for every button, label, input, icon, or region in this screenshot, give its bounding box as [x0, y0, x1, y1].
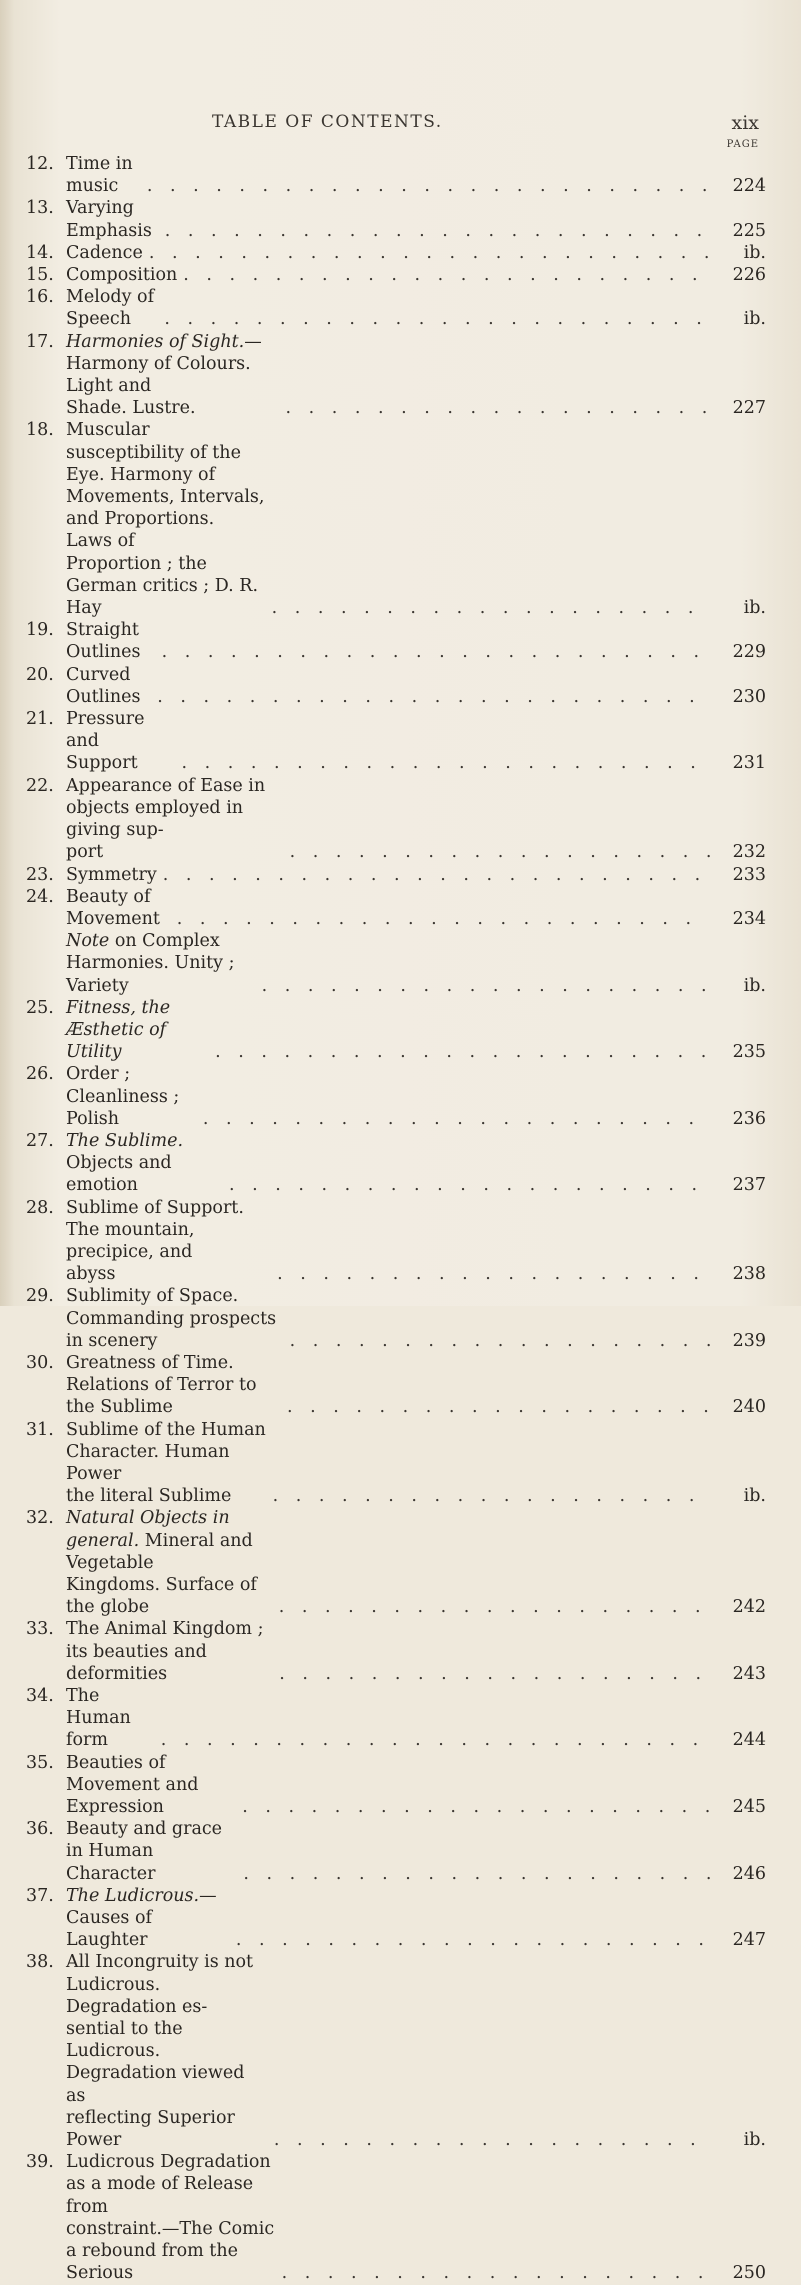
entry-page-number: 235 [732, 1042, 766, 1063]
entry-title-line: the literal Sublime [66, 1486, 232, 1507]
entry-page-number: 243 [732, 1663, 766, 1684]
entry-number: 20. [26, 664, 54, 685]
entry-number: 16. [26, 287, 54, 308]
toc-entry [26, 2151, 766, 2284]
entry-number: 15. [26, 265, 54, 286]
entry-title-line: Order ; Cleanliness ; Polish [66, 1064, 180, 1129]
toc-entry [26, 1818, 766, 1885]
dot-leader [223, 1174, 710, 1196]
table-of-contents [26, 153, 766, 2285]
dot-leader [155, 1729, 710, 1751]
entry-number: 12. [26, 154, 54, 174]
toc-entry [26, 286, 766, 330]
dot-leader [209, 1041, 710, 1063]
entry-page-number: 229 [732, 642, 766, 663]
entry-title-line: Objects and emotion [66, 1153, 172, 1196]
entry-page-number: 232 [732, 842, 766, 863]
toc-entry [26, 197, 766, 241]
entry-page-number: 230 [732, 686, 766, 707]
entry-title-line: Muscular susceptibility of the Eye. Harmony of [66, 420, 241, 485]
toc-entry [26, 153, 766, 197]
toc-entry [26, 619, 766, 663]
running-head [0, 112, 801, 136]
toc-entry [26, 1063, 766, 1130]
entry-page-number: 244 [732, 1730, 766, 1751]
entry-number: 37. [26, 1885, 54, 1906]
dot-leader [271, 1263, 710, 1285]
entry-title-line: reflecting Superior Power [66, 2107, 235, 2151]
toc-entry [26, 708, 766, 775]
entry-number: 22. [26, 775, 54, 796]
entry-page-number: 237 [732, 1175, 766, 1196]
entry-number: 17. [26, 331, 54, 352]
entry-page-number: ib. [743, 1486, 766, 1507]
entry-page-number: ib. [743, 975, 766, 996]
entry-page-number: 236 [732, 1108, 766, 1129]
entry-number: 39. [26, 2152, 54, 2173]
dot-leader [256, 975, 710, 997]
entry-number: 36. [26, 1819, 54, 1840]
dot-leader [284, 841, 710, 863]
toc-entry [26, 1685, 766, 1752]
dot-leader [151, 686, 710, 708]
dot-leader [159, 220, 710, 242]
entry-number: 30. [26, 1352, 54, 1373]
dot-leader [158, 308, 710, 330]
toc-entry [26, 1885, 766, 1952]
dot-leader [237, 1863, 710, 1885]
entry-number: 26. [26, 1064, 54, 1085]
entry-title-line: The Animal Kingdom ; its beauties and deformities [66, 1619, 264, 1684]
entry-number: 35. [26, 1752, 54, 1773]
entry-italic-title: Fitness, the Æsthetic of Utility [66, 997, 171, 1063]
entry-page-number: ib. [743, 309, 766, 330]
entry-title-line: Beauties of Movement and Expression [66, 1752, 199, 1818]
entry-page-number: 245 [732, 1797, 766, 1818]
dot-leader [276, 2262, 710, 2284]
entry-title-line: abyss [66, 1264, 116, 1285]
entry-title-line: Straight Outlines [66, 620, 141, 663]
dot-leader [141, 175, 710, 197]
entry-italic-title: Note [66, 931, 110, 952]
toc-entry [26, 775, 766, 864]
entry-title-line: port [66, 842, 104, 863]
entry-title-line: —Harmony of Colours. Light and [66, 331, 262, 397]
entry-page-number: 233 [732, 864, 766, 885]
toc-entry [26, 1352, 766, 1419]
entry-title-line: Melody of Speech [66, 287, 155, 330]
entry-number: 31. [26, 1419, 54, 1440]
entry-number: 14. [26, 242, 54, 263]
entry-number: 28. [26, 1197, 54, 1218]
running-title: TABLE OF CONTENTS. [212, 112, 443, 132]
entry-title-line: Time in music [66, 154, 133, 197]
entry-page-number: 224 [732, 176, 766, 197]
dot-leader [273, 1596, 710, 1618]
entry-page-number: 240 [732, 1397, 766, 1418]
entry-page-number: 226 [732, 265, 766, 286]
entry-number: 23. [26, 864, 54, 885]
entry-title-line: Beauty of Movement [66, 886, 160, 929]
dot-leader [197, 1108, 710, 1130]
entry-title-line: Symmetry [66, 864, 157, 885]
entry-page-number: 234 [732, 908, 766, 929]
entry-page-number: 231 [732, 753, 766, 774]
entry-page-number: 238 [732, 1264, 766, 1285]
toc-entry [26, 1285, 766, 1352]
toc-entry [26, 864, 766, 886]
entry-italic-title: Natural Objects in general. [66, 1508, 230, 1551]
entry-page-number: 247 [732, 1930, 766, 1951]
dot-leader [143, 242, 710, 264]
entry-title-line: Movements, Intervals, and Proportions. Laws of [66, 487, 265, 552]
toc-entry [26, 1752, 766, 1819]
entry-page-number: ib. [743, 2130, 766, 2151]
entry-page-number: 242 [732, 1597, 766, 1618]
entry-title-line: Cadence [66, 242, 143, 263]
entry-title-line: Composition [66, 265, 178, 286]
entry-page-number: 227 [732, 398, 766, 419]
running-page-number: xix [731, 112, 759, 134]
page-column-label: PAGE [726, 139, 759, 150]
entry-italic-title: Harmonies of Sight. [66, 331, 245, 352]
entry-page-number: ib. [743, 598, 766, 619]
toc-entry [26, 664, 766, 708]
entry-number: 38. [26, 1952, 54, 1973]
entry-title-line: All Incongruity is not Ludicrous. Degradation es- [66, 1952, 254, 2017]
entry-page-number: 246 [732, 1863, 766, 1884]
entry-title-line: on Complex Harmonies. Unity ; Variety [66, 931, 235, 996]
toc-entry [26, 1507, 766, 1618]
dot-leader [171, 908, 710, 930]
toc-entry [26, 1130, 766, 1197]
toc-entry [26, 886, 766, 930]
toc-entry [26, 242, 766, 264]
entry-title-line: Mineral and Vegetable [66, 1530, 253, 1573]
entry-title-line: Appearance of Ease in objects employed in giving sup- [66, 775, 266, 841]
entry-title-line: Sublime of the Human Character. Human Power [66, 1419, 266, 1484]
entry-number: 27. [26, 1130, 54, 1151]
entry-number: 33. [26, 1619, 54, 1640]
dot-leader [157, 864, 710, 886]
entry-title-line: Shade. Lustre. [66, 398, 196, 419]
entry-title-line: Pressure and Support [66, 709, 145, 774]
dot-leader [236, 1796, 710, 1818]
dot-leader [273, 1663, 710, 1685]
entry-title-line: constraint.—The Comic a rebound from the Serious [66, 2218, 275, 2284]
dot-leader [280, 397, 710, 419]
dot-leader [230, 1929, 710, 1951]
toc-entry [26, 1197, 766, 1286]
dot-leader [177, 264, 710, 286]
dot-leader [266, 597, 710, 619]
toc-entry [26, 1419, 766, 1508]
dot-leader [176, 752, 710, 774]
entry-title-line: Sublimity of Space. Commanding prospects in scenery [66, 1286, 277, 1351]
toc-entry [26, 264, 766, 286]
page-gutter-shadow [0, 0, 14, 1306]
entry-title-line: Kingdoms. Surface of the globe [66, 1575, 257, 1618]
entry-italic-title: The Sublime. [66, 1130, 184, 1151]
entry-page-number: 225 [732, 220, 766, 241]
entry-page-number: 250 [732, 2263, 766, 2284]
entry-number: 34. [26, 1686, 54, 1707]
dot-leader [281, 1396, 710, 1418]
toc-entry [26, 1618, 766, 1685]
entry-title-line: Greatness of Time. Relations of Terror to the Sublime [66, 1352, 257, 1418]
entry-title-line: The Human form [66, 1686, 131, 1751]
entry-number: 19. [26, 620, 54, 641]
toc-entry [26, 1951, 766, 2151]
entry-title-line: Curved Outlines [66, 664, 141, 707]
entry-title-line: —Causes of Laughter [66, 1885, 217, 1951]
toc-entry [26, 419, 766, 619]
toc-entry [26, 930, 766, 997]
entry-page-number: ib. [743, 242, 766, 263]
dot-leader [156, 641, 710, 663]
toc-entry [26, 331, 766, 420]
entry-page-number: 239 [732, 1330, 766, 1351]
entry-title-line: Varying Emphasis [66, 198, 152, 241]
entry-number: 32. [26, 1508, 54, 1529]
entry-title-line: Proportion ; the German critics ; D. R. Hay [66, 553, 259, 619]
dot-leader [284, 1330, 710, 1352]
dot-leader [268, 2129, 710, 2151]
entry-number: 24. [26, 886, 54, 907]
entry-title-line: Ludicrous Degradation as a mode of Release from [66, 2152, 271, 2217]
entry-title-line: Beauty and grace in Human Character [66, 1819, 223, 1884]
dot-leader [267, 1485, 710, 1507]
entry-number: 29. [26, 1286, 54, 1307]
entry-title-line: Sublime of Support. The mountain, precipice, and [66, 1197, 244, 1262]
entry-title-line: sential to the Ludicrous. Degradation viewed as [66, 2019, 245, 2106]
toc-entry [26, 997, 766, 1064]
entry-number: 13. [26, 198, 54, 219]
entry-number: 18. [26, 420, 54, 441]
entry-number: 25. [26, 997, 54, 1018]
entry-number: 21. [26, 709, 54, 730]
entry-italic-title: The Ludicrous. [66, 1885, 200, 1906]
